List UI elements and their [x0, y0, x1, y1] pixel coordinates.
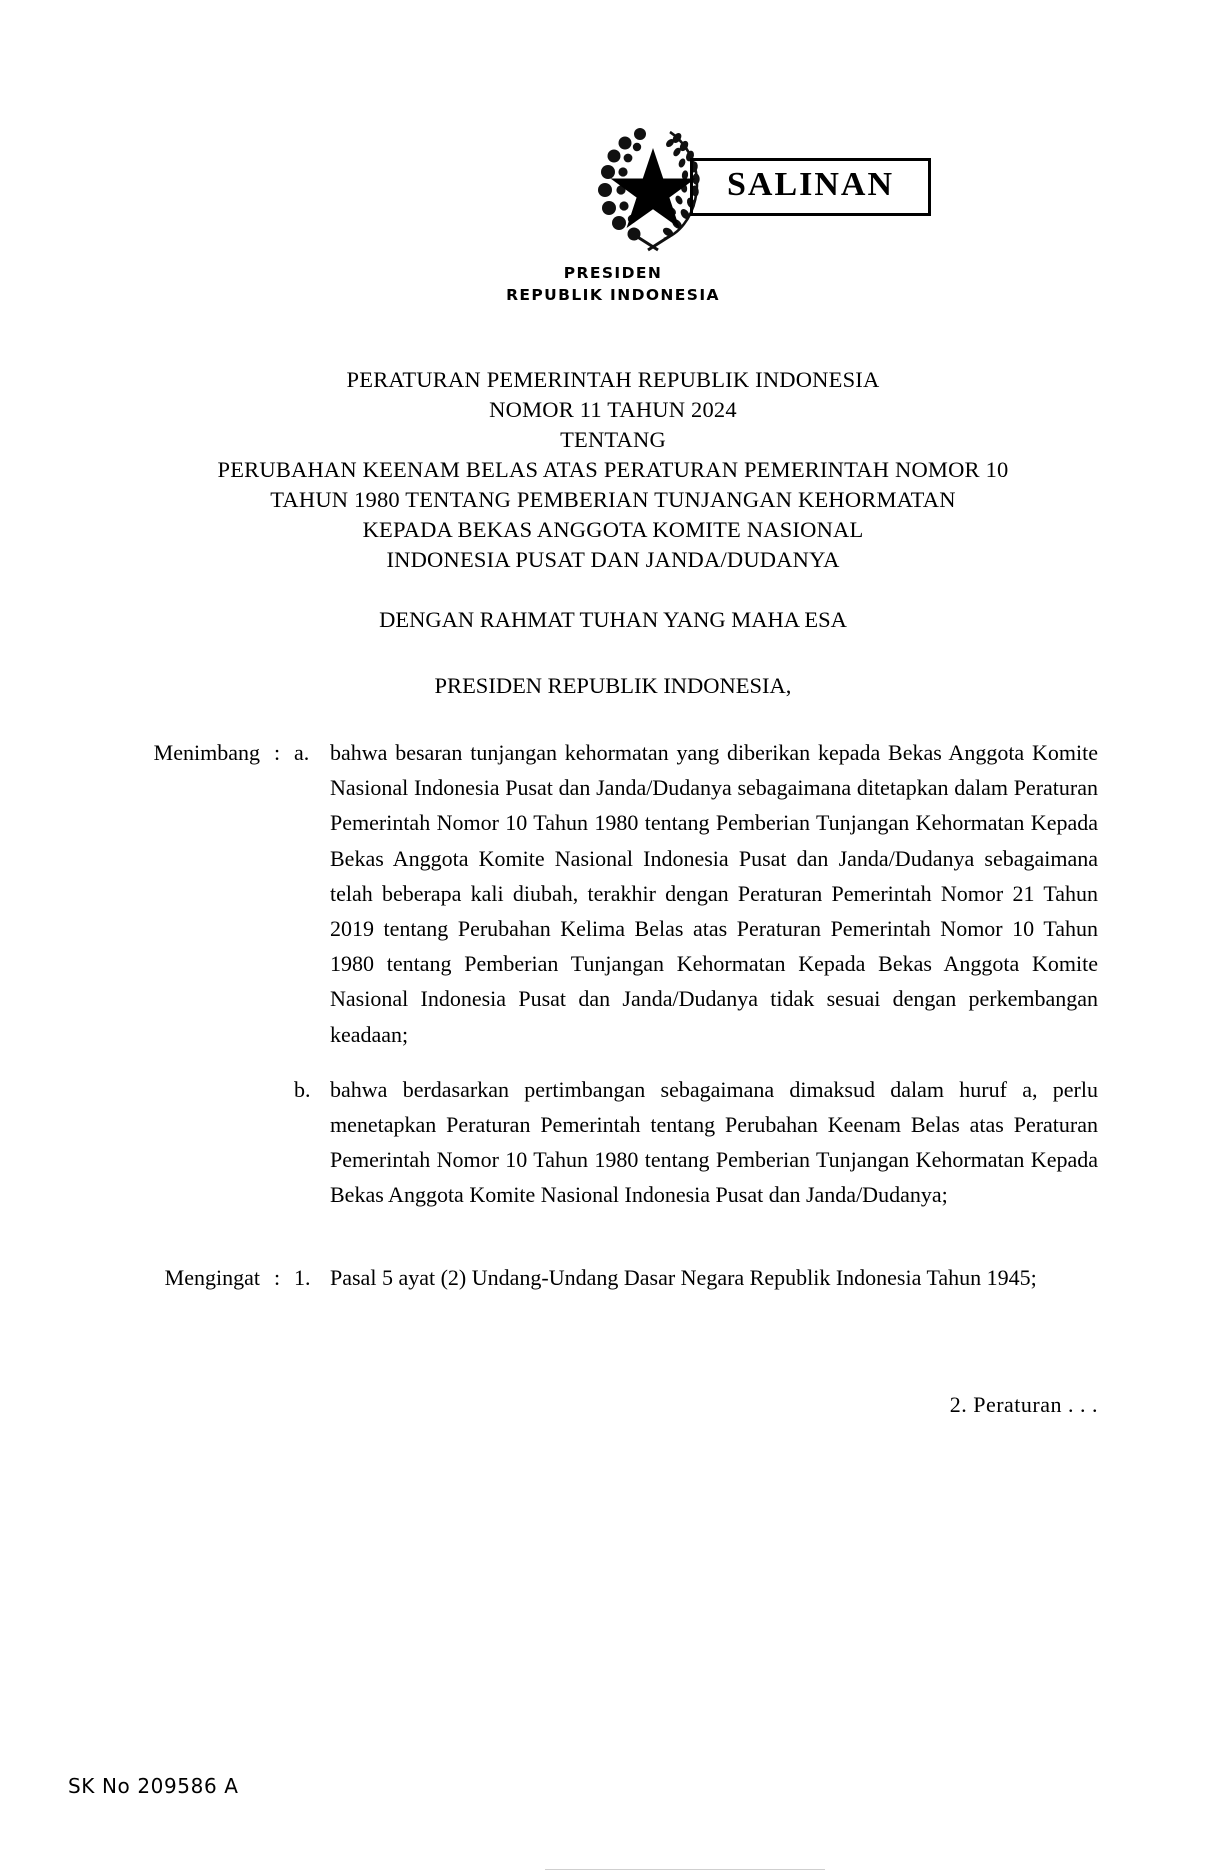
recalling-label: Mengingat [164, 1265, 260, 1291]
recalling-block [0, 1260, 1226, 1315]
emblem-container [0, 110, 1226, 260]
document-header [0, 110, 1226, 260]
recalling-items [294, 1260, 1226, 1315]
issuer-line: PRESIDEN REPUBLIK INDONESIA, [434, 673, 792, 698]
emblem-caption [80, 262, 1146, 307]
clauses-section [0, 735, 1226, 1316]
document-title [0, 365, 1226, 574]
considering-item-a-text: bahwa besaran tunjangan kehormatan yang diberikan kepada Bekas Anggota Komite Nasional Indonesia Pusat dan Janda/Dudanya sebagaimana ditetapkan dalam Peraturan Pemerintah Nomor 10 Tahun 1980 tentang Pemberian Tunjangan Kehormatan Kepada Bekas Anggota Komite Nasional Indonesia Pusat dan Janda/Dudanya sebagaimana telah beberapa kali diubah, terakhir dengan Peraturan Pemerintah Nomor 21 Tahun 2019 tentang Perubahan Kelima Belas atas Peraturan Pemerintah Nomor 10 Tahun 1980 tentang Pemberian Tunjangan Kehormatan Kepada Bekas Anggota Komite Nasional Indonesia Pusat dan Janda/Dudanya tidak sesuai dengan perkembangan keadaan; [330, 740, 1098, 1047]
list-item [294, 1260, 1098, 1295]
subject-line-3: KEPADA BEKAS ANGGOTA KOMITE NASIONAL [362, 516, 864, 542]
subject-line-2: TAHUN 1980 TENTANG PEMBERIAN TUNJANGAN KEHORMATAN [270, 486, 956, 512]
continuation-note: 2. Peraturan . . . [949, 1392, 1098, 1417]
considering-label: Menimbang [153, 740, 260, 765]
emblem-caption-line-2: REPUBLIK INDONESIA [506, 286, 720, 305]
considering-item-b-marker: b. [294, 1076, 311, 1102]
emblem-caption-line-1: PRESIDEN [563, 264, 663, 282]
list-item [294, 735, 1098, 1052]
title-line-1: PERATURAN PEMERINTAH REPUBLIK INDONESIA [346, 367, 880, 392]
considering-colon: : [273, 740, 281, 765]
sk-number: SK No 209586 A [68, 1774, 239, 1798]
subject-line-1: PERUBAHAN KEENAM BELAS ATAS PERATURAN PEMERINTAH NOMOR 10 [217, 456, 1009, 482]
recalling-item-1-marker: 1. [294, 1265, 311, 1291]
considering-block [0, 735, 1226, 1232]
invocation-line: DENGAN RAHMAT TUHAN YANG MAHA ESA [379, 607, 847, 632]
recalling-colon: : [273, 1265, 281, 1291]
recalling-item-1-text: Pasal 5 ayat (2) Undang-Undang Dasar Negara Republik Indonesia Tahun 1945; [330, 1265, 1037, 1291]
title-line-3: TENTANG [560, 426, 666, 452]
considering-items [294, 735, 1226, 1232]
title-line-2: NOMOR 11 TAHUN 2024 [489, 396, 737, 422]
subject-line-4: INDONESIA PUSAT DAN JANDA/DUDANYA [386, 546, 840, 572]
considering-item-b-text: bahwa berdasarkan pertimbangan sebagaimana dimaksud dalam huruf a, perlu menetapkan Peraturan Pemerintah tentang Perubahan Keenam Belas atas Peraturan Pemerintah Nomor 10 Tahun 1980 tentang Pemberian Tunjangan Kehormatan Kepada Bekas Anggota Komite Nasional Indonesia Pusat dan Janda/Dudanya; [330, 1076, 1098, 1208]
salinan-stamp: SALINAN [690, 158, 931, 216]
list-item [294, 1072, 1098, 1213]
considering-item-a-marker: a. [294, 740, 310, 765]
